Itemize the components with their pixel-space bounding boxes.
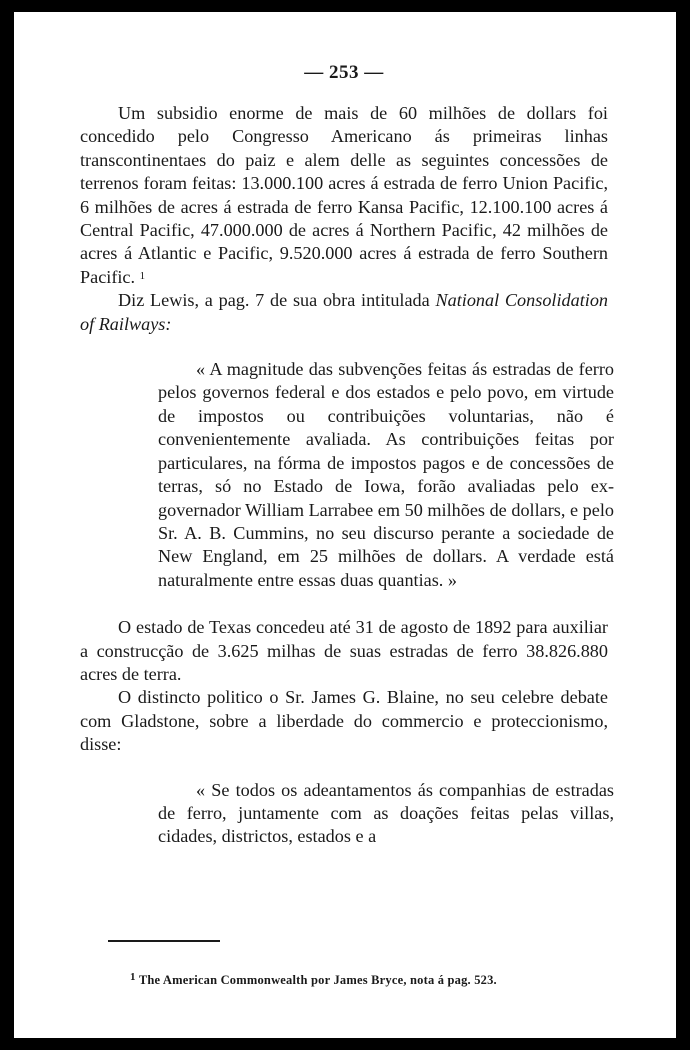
footnote-marker: 1 <box>130 971 136 983</box>
paragraph-subsidies <box>80 102 608 289</box>
paragraph-lewis <box>80 289 608 336</box>
quote-blaine: « Se todos os adeantamentos ás companhias de estradas de ferro, juntamente com as doações feitas pelas villas, cidades, districtos, estados e a <box>158 779 614 847</box>
page-number: — 253 — <box>304 62 384 83</box>
page-body <box>80 62 614 849</box>
footnote-divider <box>108 940 220 942</box>
footnote-reference: 1 <box>139 269 146 282</box>
footnote-text: The American Commonwealth por James Bryce, nota á pag. 523. <box>138 973 497 987</box>
paragraph-subsidies-text: Um subsidio enorme de mais de 60 milhões de dollars foi concedido pelo Congresso Americano ás primeiras linhas transcontinentaes do paiz e alem delle as seguintes concessões de terrenos foram feitas: 13.000.100 acres á estrada de ferro Union Pacific, 6 milhões de acres á estrada de ferro Kansa Pacific, 12.100.100 acres á Central Pacific, 47.000.000 de acres á Northern Pacific, 42 milhões de acres á Atlantic e Pacific, 9.520.000 acres á estrada de ferro Southern Pacific. <box>80 103 608 287</box>
paragraph-lewis-text: Diz Lewis, a pag. 7 de sua obra intitulada <box>118 290 430 311</box>
quote-lewis: « A magnitude das subvenções feitas ás estradas de ferro pelos governos federal e dos estados e pelo povo, em virtude de impostos ou contribuições voluntarias, não é convenientemente avaliada. As contribuições feitas por particulares, na fórma de impostos pagos e de concessões de terras, só no Estado de Iowa, forão avaliadas pelo ex-governador William Larrabee em 50 milhões de dollars, e pelo Sr. A. B. Cummins, no seu discurso perante a sociedade de New England, em 25 milhões de dollars. A verdade está naturalmente entre essas duas quantias. » <box>158 359 614 590</box>
book-page <box>14 12 676 1038</box>
footnote <box>130 973 497 988</box>
book-title: National Consolidation of Railways: <box>80 290 609 334</box>
paragraph-blaine: O distincto politico o Sr. James G. Blaine, no seu celebre debate com Gladstone, sobre a liberdade do commercio e proteccionismo, disse: <box>80 687 608 755</box>
paragraph-texas: O estado de Texas concedeu até 31 de agosto de 1892 para auxiliar a construcção de 3.625 milhas de suas estradas de ferro 38.826.880 acres de terra. <box>80 617 608 684</box>
